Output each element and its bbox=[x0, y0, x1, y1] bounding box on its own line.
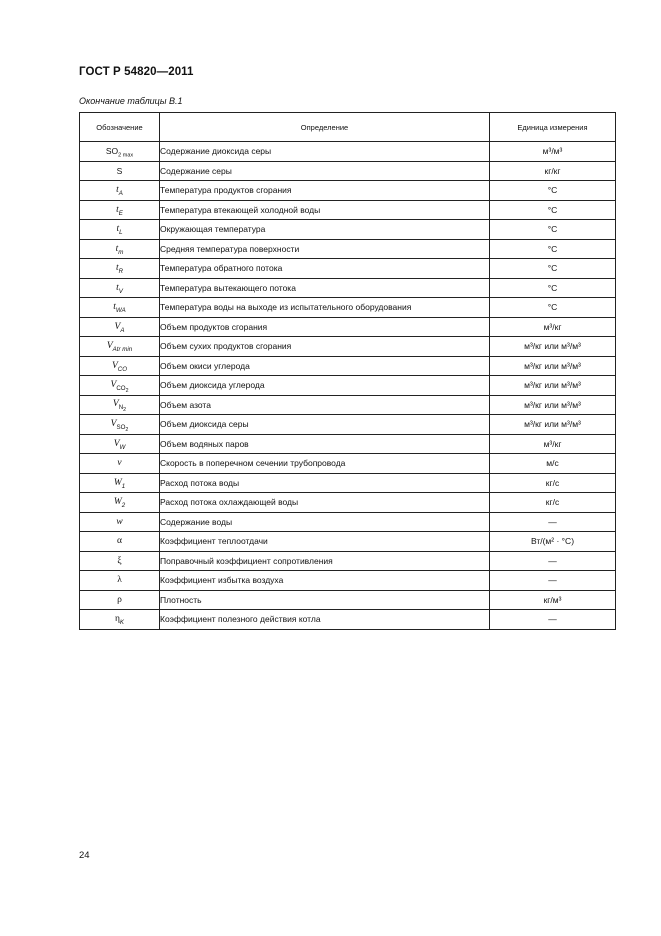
table-row bbox=[80, 376, 616, 396]
cell-unit: м³/кг или м³/м³ bbox=[490, 376, 616, 396]
symbol-subscript-text: L bbox=[119, 229, 123, 237]
symbol-subscript-text: A bbox=[120, 326, 125, 334]
symbol-base: t bbox=[115, 243, 119, 254]
symbol-base: t bbox=[116, 282, 119, 293]
symbol-subscript-text: R bbox=[118, 268, 124, 276]
cell-definition: Объем продуктов сгорания bbox=[160, 317, 490, 337]
table-row bbox=[80, 571, 616, 591]
symbol-subscript-text: N bbox=[118, 404, 124, 412]
symbol-base: η bbox=[114, 614, 120, 625]
cell-definition: Объем диоксида углерода bbox=[160, 376, 490, 396]
table-row bbox=[80, 239, 616, 259]
cell-symbol bbox=[80, 239, 160, 259]
cell-definition: Средняя температура поверхности bbox=[160, 239, 490, 259]
symbol-base: V bbox=[110, 418, 117, 429]
column-header-symbol: Обозначение bbox=[80, 113, 160, 142]
cell-unit: °С bbox=[490, 298, 616, 318]
cell-unit: Вт/(м² · °С) bbox=[490, 532, 616, 552]
symbol-subscript bbox=[122, 502, 125, 509]
cell-unit: кг/с bbox=[490, 493, 616, 513]
cell-symbol bbox=[80, 610, 160, 630]
symbol-subscript bbox=[118, 153, 133, 159]
cell-definition: Объем азота bbox=[160, 395, 490, 415]
table-row bbox=[80, 200, 616, 220]
column-header-unit: Единица измерения bbox=[490, 113, 616, 142]
cell-symbol bbox=[80, 278, 160, 298]
cell-symbol bbox=[80, 181, 160, 201]
cell-symbol bbox=[80, 356, 160, 376]
cell-symbol bbox=[80, 493, 160, 513]
cell-definition: Температура воды на выходе из испытательного оборудования bbox=[160, 298, 490, 318]
table-row bbox=[80, 395, 616, 415]
cell-unit: °С bbox=[490, 181, 616, 201]
cell-symbol bbox=[80, 317, 160, 337]
cell-symbol bbox=[80, 551, 160, 571]
symbol-subscript-text: 2 max bbox=[118, 152, 134, 159]
cell-symbol bbox=[80, 512, 160, 532]
symbol-subscript-text: E bbox=[118, 209, 123, 217]
cell-definition: Температура втекающей холодной воды bbox=[160, 200, 490, 220]
symbol-base: V bbox=[111, 360, 118, 371]
table-row bbox=[80, 493, 616, 513]
table-row bbox=[80, 551, 616, 571]
cell-unit: кг/м³ bbox=[490, 590, 616, 610]
cell-definition: Плотность bbox=[160, 590, 490, 610]
symbol-subscript-text: V bbox=[118, 287, 123, 295]
cell-unit: кг/кг bbox=[490, 161, 616, 181]
cell-symbol bbox=[80, 395, 160, 415]
cell-unit: м³/м³ bbox=[490, 142, 616, 162]
symbol-subscript bbox=[120, 619, 124, 626]
table-row bbox=[80, 278, 616, 298]
symbol-subscript bbox=[120, 327, 124, 334]
cell-unit: м³/кг или м³/м³ bbox=[490, 337, 616, 357]
cell-definition: Коэффициент избытка воздуха bbox=[160, 571, 490, 591]
symbol-base: V bbox=[106, 341, 113, 352]
table-row bbox=[80, 590, 616, 610]
symbol-base: V bbox=[113, 438, 120, 449]
symbol-subscript bbox=[113, 346, 133, 353]
cell-symbol bbox=[80, 337, 160, 357]
table-row bbox=[80, 610, 616, 630]
table-caption: Окончание таблицы В.1 bbox=[79, 96, 183, 106]
symbol-subscript-text: WA bbox=[115, 307, 126, 315]
cell-symbol bbox=[80, 161, 160, 181]
symbol-subscript bbox=[116, 385, 128, 392]
cell-unit: °С bbox=[490, 220, 616, 240]
symbol-subscript bbox=[116, 424, 128, 431]
symbol-subscript bbox=[119, 288, 123, 295]
cell-symbol bbox=[80, 434, 160, 454]
cell-symbol bbox=[80, 532, 160, 552]
symbol-base: t bbox=[113, 302, 116, 313]
table-row bbox=[80, 317, 616, 337]
cell-definition: Объем водяных паров bbox=[160, 434, 490, 454]
cell-definition: Коэффициент теплоотдачи bbox=[160, 532, 490, 552]
symbol-base: S bbox=[116, 165, 123, 176]
table-row bbox=[80, 337, 616, 357]
table-row bbox=[80, 298, 616, 318]
table-row bbox=[80, 259, 616, 279]
symbol-subscript-text: CO bbox=[116, 384, 126, 392]
cell-unit: м³/кг bbox=[490, 317, 616, 337]
cell-symbol bbox=[80, 259, 160, 279]
cell-definition: Содержание воды bbox=[160, 512, 490, 532]
cell-definition: Содержание серы bbox=[160, 161, 490, 181]
symbol-base: t bbox=[115, 263, 119, 274]
symbol-subscript bbox=[118, 366, 127, 373]
cell-definition: Температура продуктов сгорания bbox=[160, 181, 490, 201]
symbol-subscript-text: CO bbox=[117, 365, 128, 373]
cell-unit: м³/кг или м³/м³ bbox=[490, 356, 616, 376]
symbol-base: λ bbox=[117, 575, 122, 586]
symbols-table bbox=[79, 112, 616, 630]
column-header-definition: Определение bbox=[160, 113, 490, 142]
symbol-base: SO bbox=[105, 146, 119, 157]
table-row bbox=[80, 161, 616, 181]
cell-definition: Поправочный коэффициент сопротивления bbox=[160, 551, 490, 571]
cell-unit: °С bbox=[490, 200, 616, 220]
symbol-base: α bbox=[117, 536, 122, 547]
symbol-base: V bbox=[114, 321, 121, 332]
cell-definition: Объем окиси углерода bbox=[160, 356, 490, 376]
cell-unit: м³/кг bbox=[490, 434, 616, 454]
symbol-subscript-text: 1 bbox=[121, 482, 126, 490]
cell-unit: м³/кг или м³/м³ bbox=[490, 415, 616, 435]
symbol-subscript-text: W bbox=[119, 443, 126, 451]
symbol-subscript bbox=[118, 249, 123, 256]
symbol-subsubscript: 2 bbox=[125, 387, 129, 394]
symbol-subscript-text: A bbox=[118, 190, 123, 198]
cell-unit: °С bbox=[490, 239, 616, 259]
cell-symbol bbox=[80, 142, 160, 162]
cell-symbol bbox=[80, 590, 160, 610]
cell-unit: м³/кг или м³/м³ bbox=[490, 395, 616, 415]
cell-definition: Расход потока воды bbox=[160, 473, 490, 493]
cell-unit: °С bbox=[490, 259, 616, 279]
symbol-subscript bbox=[119, 268, 123, 275]
symbol-subscript bbox=[119, 210, 123, 217]
cell-symbol bbox=[80, 298, 160, 318]
symbol-subscript-text: SO bbox=[116, 423, 126, 431]
symbol-base: ξ bbox=[117, 555, 122, 566]
cell-definition: Расход потока охлаждающей воды bbox=[160, 493, 490, 513]
table-row bbox=[80, 181, 616, 201]
page-number: 24 bbox=[79, 850, 90, 861]
cell-definition: Скорость в поперечном сечении трубопровода bbox=[160, 454, 490, 474]
symbol-subsubscript: 2 bbox=[125, 426, 129, 433]
symbol-subscript bbox=[122, 483, 125, 490]
symbol-base: ρ bbox=[117, 594, 122, 605]
symbol-base: w bbox=[116, 516, 123, 527]
symbol-base: t bbox=[116, 204, 119, 215]
symbol-subscript bbox=[116, 307, 126, 314]
cell-definition: Окружающая температура bbox=[160, 220, 490, 240]
symbol-base: t bbox=[116, 224, 120, 235]
symbol-base: t bbox=[116, 185, 119, 196]
cell-symbol bbox=[80, 415, 160, 435]
symbol-base: W bbox=[113, 497, 122, 508]
cell-unit: — bbox=[490, 571, 616, 591]
symbol-subscript-text: 2 bbox=[121, 502, 126, 510]
symbol-subscript-text: Atr min bbox=[112, 346, 133, 354]
cell-symbol bbox=[80, 220, 160, 240]
document-title: ГОСТ Р 54820—2011 bbox=[79, 66, 194, 78]
symbol-base: V bbox=[112, 399, 119, 410]
cell-unit: м/с bbox=[490, 454, 616, 474]
cell-symbol bbox=[80, 376, 160, 396]
table-row bbox=[80, 532, 616, 552]
symbol-subscript bbox=[118, 404, 127, 414]
cell-symbol bbox=[80, 571, 160, 591]
symbol-subscript bbox=[120, 444, 126, 451]
cell-unit: — bbox=[490, 551, 616, 571]
table-row bbox=[80, 512, 616, 532]
table-row bbox=[80, 473, 616, 493]
cell-symbol bbox=[80, 473, 160, 493]
table-row bbox=[80, 220, 616, 240]
cell-symbol bbox=[80, 200, 160, 220]
cell-unit: — bbox=[490, 610, 616, 630]
symbol-subscript-text: m bbox=[118, 248, 124, 256]
table-row bbox=[80, 356, 616, 376]
symbol-subscript bbox=[119, 229, 122, 236]
cell-symbol bbox=[80, 454, 160, 474]
symbol-base: V bbox=[110, 379, 117, 390]
table-row bbox=[80, 415, 616, 435]
cell-definition: Объем диоксида серы bbox=[160, 415, 490, 435]
table-row bbox=[80, 434, 616, 454]
cell-unit: кг/с bbox=[490, 473, 616, 493]
symbol-subscript-text: K bbox=[119, 619, 125, 627]
symbol-base: v bbox=[117, 458, 122, 469]
table-header-row bbox=[80, 113, 616, 142]
cell-definition: Объем сухих продуктов сгорания bbox=[160, 337, 490, 357]
cell-definition: Температура обратного потока bbox=[160, 259, 490, 279]
table-row bbox=[80, 142, 616, 162]
cell-definition: Коэффициент полезного действия котла bbox=[160, 610, 490, 630]
symbol-subscript bbox=[119, 190, 123, 197]
symbol-base: W bbox=[113, 477, 122, 488]
cell-definition: Содержание диоксида серы bbox=[160, 142, 490, 162]
table-row bbox=[80, 454, 616, 474]
cell-unit: °С bbox=[490, 278, 616, 298]
symbol-subsubscript: 2 bbox=[123, 407, 127, 414]
cell-unit: — bbox=[490, 512, 616, 532]
cell-definition: Температура вытекающего потока bbox=[160, 278, 490, 298]
